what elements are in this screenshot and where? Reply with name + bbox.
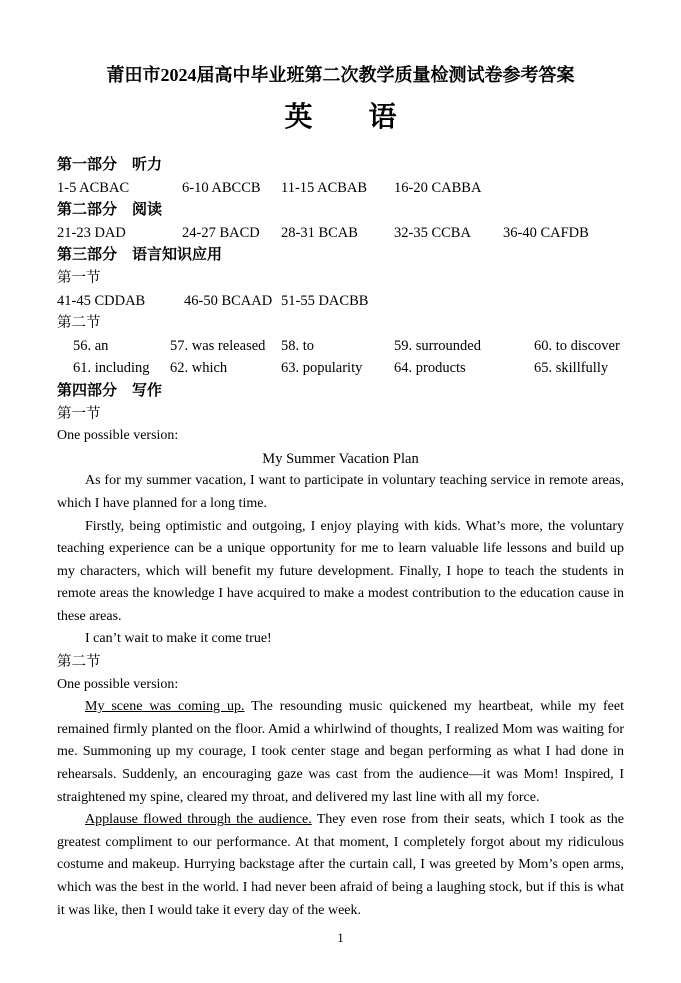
answer-63: 63. popularity: [281, 360, 363, 377]
answer-group-6-10: 6-10 ABCCB: [182, 179, 261, 196]
part4-heading: 第四部分 写作: [57, 382, 163, 399]
essay1-title: My Summer Vacation Plan: [262, 450, 419, 467]
answer-group-32-35: 32-35 CCBA: [394, 224, 471, 241]
answer-58: 58. to: [281, 337, 315, 354]
subject-title: 英 语: [284, 102, 397, 133]
essay2-lead-sentence-2: Applause flowed through the audience.: [85, 812, 312, 828]
part2-heading: 第二部分 阅读: [57, 202, 163, 219]
part1-answer-row: [57, 177, 624, 200]
answer-group-28-31: 28-31 BCAB: [281, 224, 358, 241]
answer-56: 56. an: [73, 337, 109, 354]
part3-section1-label: 第一节: [57, 269, 101, 286]
part1-heading: 第一部分 听力: [57, 157, 163, 173]
answer-group-41-45: 41-45 CDDAB: [57, 292, 146, 309]
essay2-paragraph-1-body: The resounding music quickened my heartbeat, while my feet remained firmly planted on the floor. Amid a whirlwind of thoughts, I realized Mom was waiting for me. Summoning up my courage, I took center stage and began performing as what I had done in rehearsals. Suddenly, an encouraging gaze was cast from the audience—it was Mom! Inspired, I straightened my spine, cleared my throat, and delivered my last line with all my force.: [57, 699, 624, 805]
essay2-paragraph-2-body: They even rose from their seats, which I took as the greatest compliment to our performance. At that moment, I completely forgot about my ridiculous costume and makeup. Hurrying backstage after the curtain call, I was greeted by Mom’s open arms, which was the best in the world. I had never been afraid of being a laughing stock, but if this is what it was like, then I would take it every day of the week.: [57, 812, 625, 918]
grammar-answer-row-2: [57, 357, 624, 380]
essay2-paragraph-2: [57, 809, 624, 922]
document-title: 莆田市2024届高中毕业班第二次教学质量检测试卷参考答案: [106, 65, 575, 85]
part4-section2-label: 第二节: [57, 654, 101, 671]
page-number: 1: [337, 930, 344, 945]
answer-group-24-27: 24-27 BACD: [182, 224, 260, 241]
essay1-paragraph-3: I can’t wait to make it come true!: [85, 631, 272, 647]
essay2-version-note: One possible version:: [57, 676, 179, 692]
answer-57: 57. was released: [170, 337, 266, 354]
answer-60: 60. to discover: [534, 337, 620, 354]
answer-59: 59. surrounded: [394, 337, 481, 354]
answer-group-1-5: 1-5 ACBAC: [57, 179, 130, 196]
answer-group-36-40: 36-40 CAFDB: [503, 224, 589, 241]
answer-group-21-23: 21-23 DAD: [57, 224, 126, 241]
answer-65: 65. skillfully: [534, 360, 609, 377]
part3-heading: 第三部分 语言知识应用: [57, 247, 223, 264]
essay1-version-note: One possible version:: [57, 428, 179, 444]
part3-section2-label: 第二节: [57, 315, 101, 332]
answer-64: 64. products: [394, 360, 466, 377]
answer-group-16-20: 16-20 CABBA: [394, 179, 482, 196]
part3-section1-answer-row: [57, 290, 624, 313]
essay1-paragraph-1: As for my summer vacation, I want to participate in voluntary teaching service in remote areas, which I have planned for a long time.: [57, 473, 624, 511]
answer-group-51-55: 51-55 DACBB: [281, 292, 369, 309]
essay1-paragraph-2: Firstly, being optimistic and outgoing, I enjoy playing with kids. What’s more, the voluntary teaching experience can be a unique opportunity for me to learn valuable life lessons and build up my characters, which will benefit my future development. Finally, I hope to teach the students in remote areas the knowledge I have acquired to make a modest contribution to the education cause in these areas.: [57, 518, 624, 624]
essay2-lead-sentence-1: My scene was coming up.: [85, 699, 245, 715]
answer-group-46-50: 46-50 BCAAD: [184, 292, 273, 309]
grammar-answer-row-1: [57, 335, 624, 358]
answer-61: 61. including: [73, 360, 150, 377]
answer-62: 62. which: [170, 360, 228, 377]
essay2-paragraph-1: [57, 696, 624, 809]
part4-section1-label: 第一节: [57, 405, 101, 422]
part2-answer-row: [57, 222, 624, 245]
answer-group-11-15: 11-15 ACBAB: [281, 179, 368, 196]
